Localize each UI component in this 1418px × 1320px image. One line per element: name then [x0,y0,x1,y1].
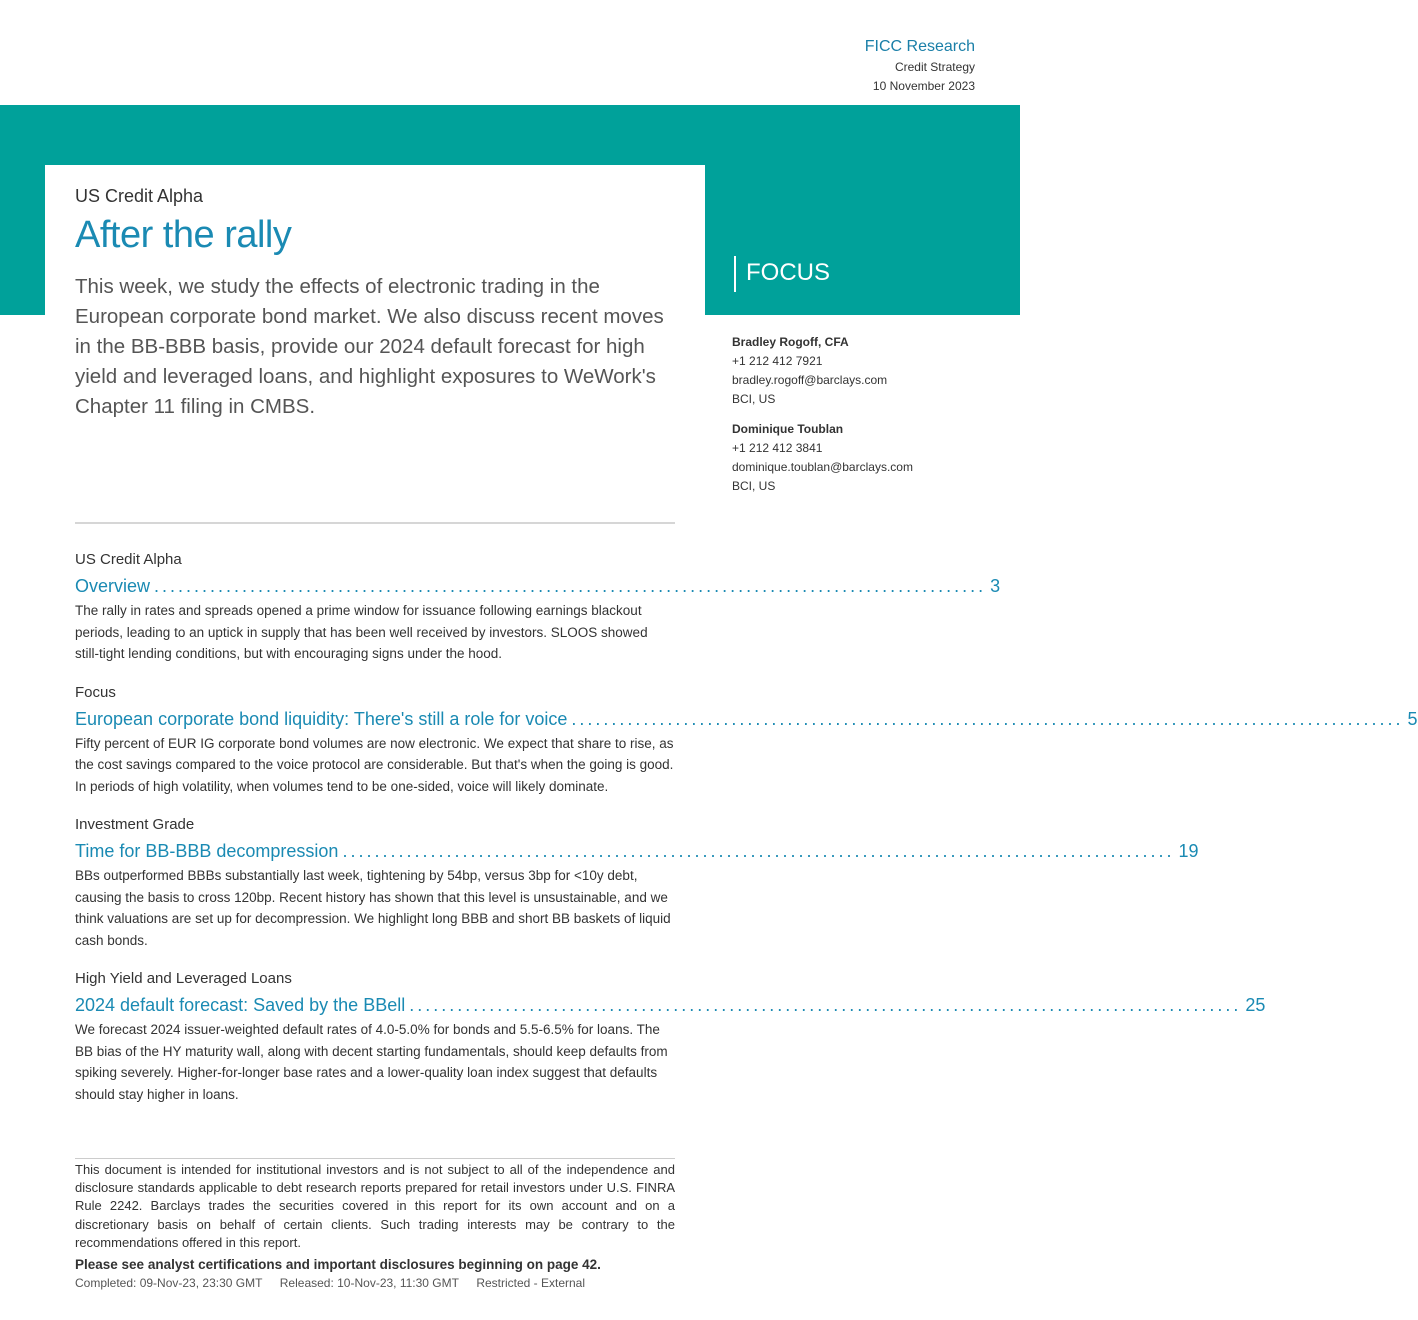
brand-label: FICC Research [864,38,975,55]
toc-section [75,681,1418,798]
disclaimer-text: This document is intended for institutional investors and is not subject to all of the independence and disclosure standards applicable to debt research reports prepared for retail investors under U.S. FINRA Rule 2242. Barclays trades the securities covered in this report for its own account and on a discretionary basis on behalf of certain clients. Such trading interests may be contrary to the recommendations offered in this report. [75,1162,675,1250]
toc-leader-dots: ........................................................................................................ [342,841,1175,861]
toc-title[interactable]: European corporate bond liquidity: There's still a role for voice [75,708,568,729]
toc-page-number[interactable]: 19 [1178,841,1199,861]
toc-description: Fifty percent of EUR IG corporate bond volumes are now electronic. We expect that share to rise, as the cost savings compared to the voice protocol are considerable. But that's when the going is good. In periods of high volatility, when volumes tend to be one-sided, voice will likely dominate. [75,735,674,794]
toc-section [75,548,1001,665]
toc-title[interactable]: Time for BB-BBB decompression [75,841,339,861]
analyst-card [732,420,913,496]
toc-leader-dots: ........................................................................................................ [409,995,1242,1015]
disclosure-note: Please see analyst certifications and important disclosures beginning on page 42. [75,1257,601,1272]
toc-link[interactable] [75,572,1001,600]
toc-page-number[interactable]: 5 [1407,708,1418,729]
toc-link[interactable] [75,991,1266,1019]
report-date: 10 November 2023 [872,79,975,93]
series-label: US Credit Alpha [75,186,204,206]
report-header [865,36,975,96]
analyst-phone: +1 212 412 7921 [732,354,823,368]
toc-category: US Credit Alpha [75,551,182,568]
page-title: After the rally [75,214,292,256]
toc-link[interactable] [75,837,1199,865]
completed-timestamp: Completed: 09-Nov-23, 23:30 GMT [75,1276,263,1290]
report-summary: This week, we study the effects of electronic trading in the European corporate bond market. We also discuss recent moves in the BB-BBB basis, provide our 2024 default forecast for high yield and leveraged loans, and highlight exposures to WeWork's Chapter 11 filing in CMBS. [75,275,664,418]
toc-section [75,813,1199,951]
toc-page-number[interactable]: 25 [1245,995,1266,1015]
toc-leader-dots: ........................................................................................................ [571,708,1404,729]
toc-section [75,967,1266,1105]
toc-link[interactable] [75,705,1418,733]
toc-description: We forecast 2024 issuer-weighted default rates of 4.0-5.0% for bonds and 5.5-6.5% for loans. The BB bias of the HY maturity wall, along with decent starting fundamentals, should keep defaults from spiking severely. Higher-for-longer base rates and a lower-quality loan index suggest that defaults should stay higher in loans. [75,1022,668,1102]
analyst-phone: +1 212 412 3841 [732,441,823,455]
section-divider [75,522,675,524]
released-timestamp: Released: 10-Nov-23, 11:30 GMT [279,1276,459,1290]
toc-description: The rally in rates and spreads opened a prime window for issuance following earnings blackout periods, leading to an uptick in supply that has been well received by investors. SLOOS showed still-tight lending conditions, but with encouraging signs under the hood. [75,603,648,661]
toc-category: Focus [75,683,116,701]
department-label: Credit Strategy [894,60,975,74]
analyst-email[interactable]: dominique.toublan@barclays.com [732,460,913,474]
restriction-label: Restricted - External [476,1276,586,1290]
analyst-entity: BCI, US [732,392,776,406]
table-of-contents [75,548,1418,1121]
analyst-card [732,333,887,409]
analyst-email[interactable]: bradley.rogoff@barclays.com [732,373,888,387]
toc-page-number[interactable]: 3 [990,576,1001,596]
toc-title[interactable]: 2024 default forecast: Saved by the BBell [75,995,406,1015]
toc-category: Investment Grade [75,816,195,833]
footer-divider [75,1158,675,1159]
toc-title[interactable]: Overview [75,576,151,596]
analyst-name: Dominique Toublan [732,422,844,436]
toc-category: High Yield and Leveraged Loans [75,970,292,987]
focus-tag: FOCUS [734,256,830,292]
toc-leader-dots: ........................................................................................................ [154,576,987,596]
toc-description: BBs outperformed BBBs substantially last week, tightening by 54bp, versus 3bp for <10y debt, causing the basis to cross 120bp. Recent history has shown that this level is unsustainable, and we think valuations are set up for decompression. We highlight long BBB and short BB baskets of liquid cash bonds. [75,868,671,948]
footer-metadata [75,1276,599,1290]
analyst-name: Bradley Rogoff, CFA [732,335,849,349]
analyst-entity: BCI, US [732,479,776,493]
